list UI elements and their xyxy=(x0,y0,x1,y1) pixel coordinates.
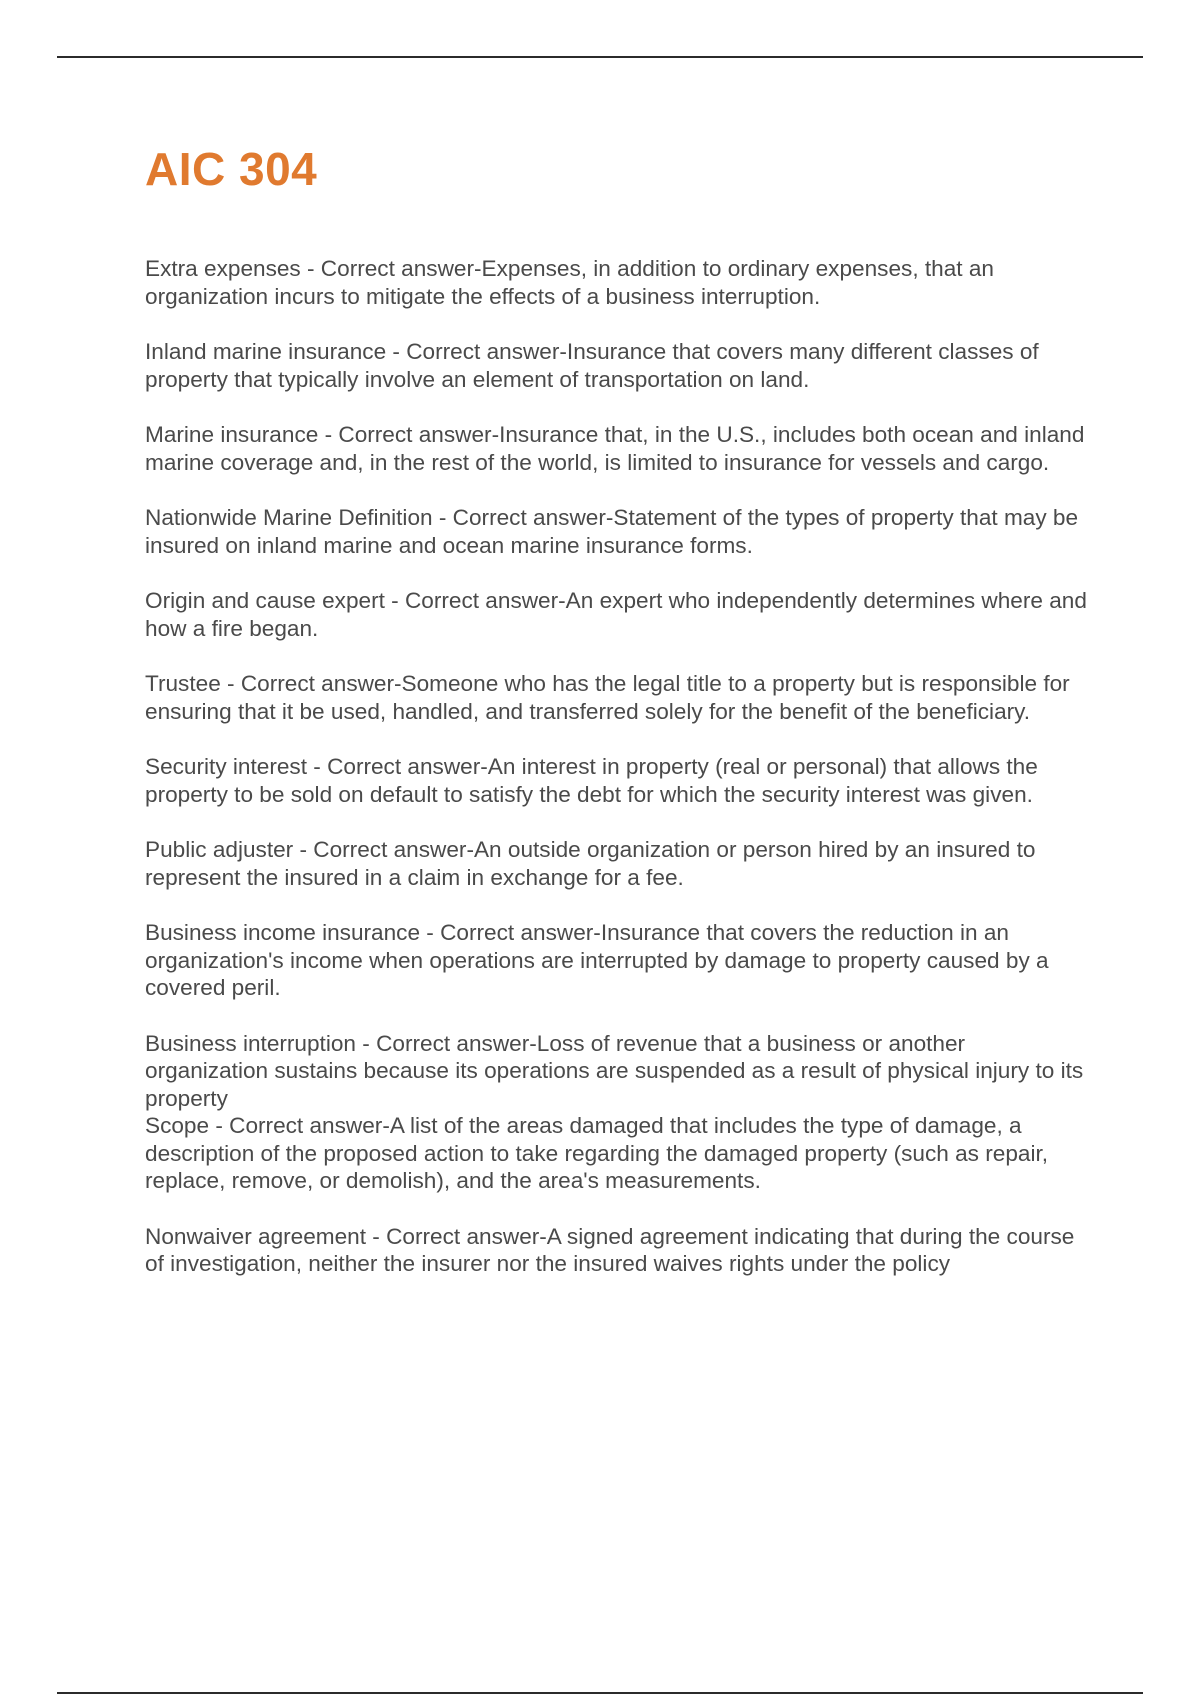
flashcard-entry-nonwaiver-agreement: Nonwaiver agreement - Correct answer-A signed agreement indicating that during the course of investigation, neither the insurer nor the insured waives rights under the policy xyxy=(145,1223,1075,1276)
bottom-divider xyxy=(57,1692,1143,1694)
flashcard-entry-scope: Scope - Correct answer-A list of the areas damaged that includes the type of damage, a description of the proposed action to take regarding the damaged property (such as repair, replace, remove, or demolish), and the area's measurements. xyxy=(145,1113,1049,1193)
flashcard-entry-business-interruption: Business interruption - Correct answer-Loss of revenue that a business or another organization sustains because its operations are suspended as a result of physical injury to its property xyxy=(145,1030,1084,1111)
flashcard-entry-nationwide-marine-definition: Nationwide Marine Definition - Correct answer-Statement of the types of property that may be insured on inland marine and ocean marine insurance forms. xyxy=(145,505,1079,558)
flashcard-entry-marine-insurance: Marine insurance - Correct answer-Insurance that, in the U.S., includes both ocean and inland marine coverage and, in the rest of the world, is limited to insurance for vessels and cargo. xyxy=(145,422,1085,475)
flashcard-entry-public-adjuster: Public adjuster - Correct answer-An outside organization or person hired by an insured to represent the insured in a claim in exchange for a fee. xyxy=(145,837,1036,890)
flashcard-entry-origin-and-cause-expert: Origin and cause expert - Correct answer-An expert who independently determines where and how a fire began. xyxy=(145,588,1087,641)
flashcard-entry-inland-marine-insurance: Inland marine insurance - Correct answer-Insurance that covers many different classes of property that typically involve an element of transportation on land. xyxy=(145,339,1039,392)
flashcard-entry-business-income-insurance: Business income insurance - Correct answer-Insurance that covers the reduction in an organization's income when operations are interrupted by damage to property caused by a covered peril. xyxy=(145,920,1049,1000)
flashcard-entry-security-interest: Security interest - Correct answer-An interest in property (real or personal) that allows the property to be sold on default to satisfy the debt for which the security interest was given. xyxy=(145,754,1038,807)
flashcard-entry-extra-expenses: Extra expenses - Correct answer-Expenses, in addition to ordinary expenses, that an organization incurs to mitigate the effects of a business interruption. xyxy=(145,256,994,309)
flashcard-entry-trustee: Trustee - Correct answer-Someone who has the legal title to a property but is responsible for ensuring that it be used, handled, and transferred solely for the benefit of the beneficiary. xyxy=(145,671,1070,724)
flashcard-list xyxy=(145,255,1090,1306)
top-divider xyxy=(57,56,1143,58)
document-title: AIC 304 xyxy=(145,143,318,195)
